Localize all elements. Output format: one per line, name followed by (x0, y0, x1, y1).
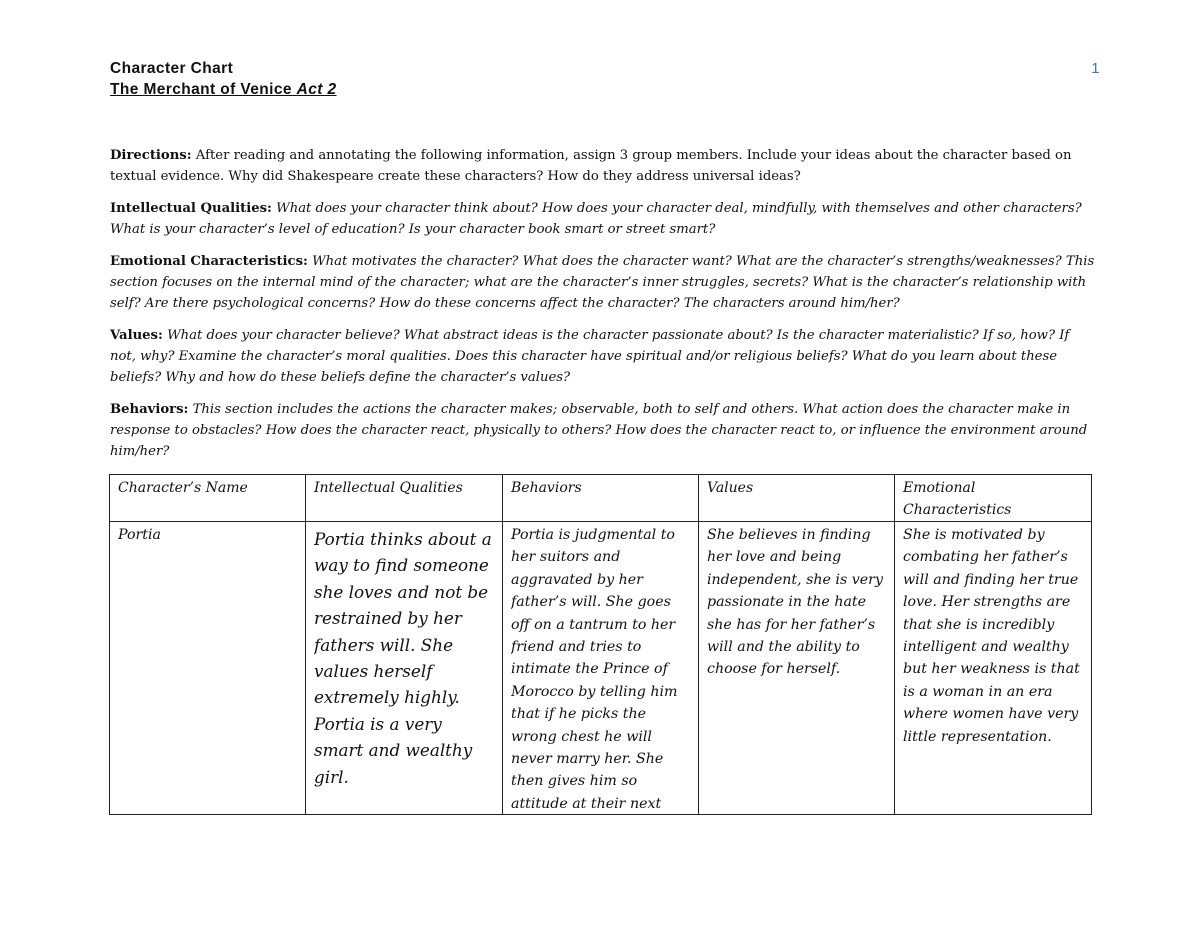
header-values: Values (699, 475, 895, 522)
page-number: 1 (1091, 60, 1100, 77)
table-header-row (110, 475, 1092, 522)
header-intellectual-qualities: Intellectual Qualities (306, 475, 503, 522)
intellectual-qualities-text: Portia thinks about a way to find someone she loves and not be restrained by her fathers will. She values herself extremely highly. Portia is a very smart and wealthy girl. (314, 529, 492, 787)
cell-character-name (110, 522, 306, 815)
emotional-paragraph (110, 251, 1095, 314)
emotional-characteristics-text: She is motivated by combating her father’s will and finding her true love. Her strengths are that she is incredibly intelligent and wealthy but her weakness is that is a woman in an era where women have very little representation. (903, 527, 1080, 745)
directions-text: After reading and annotating the following information, assign 3 group members. Include your ideas about the character based on textual evidence. Why did Shakespeare create these characters? How do they address universal ideas? (110, 148, 1072, 184)
intellectual-text: What does your character think about? How does your character deal, mindfully, with themselves and other characters? What is your character’s level of education? Is your character book smart or street smart? (110, 201, 1082, 237)
act-label: Act 2 (296, 81, 337, 98)
character-table (109, 474, 1092, 815)
table-row (110, 522, 1092, 815)
play-title: The Merchant of Venice (110, 81, 292, 98)
behaviors-label: Behaviors: (110, 402, 189, 417)
emotional-label: Emotional Characteristics: (110, 254, 308, 269)
behaviors-text: This section includes the actions the character makes; observable, both to self and others. What action does the character make in response to obstacles? How does the character react, physically to others? How does the character react to, or influence the environment around him/her? (110, 402, 1088, 459)
document-title: Character Chart (110, 60, 234, 77)
header-behaviors: Behaviors (503, 475, 699, 522)
values-text-cell: She believes in finding her love and being independent, she is very passionate in the hate she has for her father’s will and the ability to choose for herself. (707, 527, 883, 678)
directions-label: Directions: (110, 148, 192, 163)
cell-behaviors (503, 522, 699, 815)
directions-paragraph (110, 145, 1095, 187)
cell-emotional-characteristics (895, 522, 1092, 815)
cell-intellectual-qualities (306, 522, 503, 815)
values-label: Values: (110, 328, 163, 343)
document-subtitle (110, 79, 1100, 100)
values-paragraph (110, 325, 1095, 388)
document-header (110, 58, 1100, 100)
behaviors-text-cell: Portia is judgmental to her suitors and aggravated by her father’s will. She goes off on a tantrum to her friend and tries to intimate the Prince of Morocco by telling him that if he picks the wrong chest he will never marry her. She then gives him so attitude at their next (511, 527, 678, 812)
character-name-text: Portia (118, 527, 161, 543)
cell-values (699, 522, 895, 815)
emotional-text: What motivates the character? What does the character want? What are the character’s strengths/weaknesses? This section focuses on the internal mind of the character; what are the character’s inner struggles, secrets? What is the character’s relationship with self? Are there psychological concerns? How do these concerns affect the character? The characters around him/her? (110, 254, 1095, 311)
intellectual-paragraph (110, 198, 1095, 240)
header-emotional-characteristics: Emotional Characteristics (895, 475, 1092, 522)
values-text: What does your character believe? What abstract ideas is the character passionate about? Is the character materialistic? If so, how? If not, why? Examine the character’s moral qualities. Does this character have spiritual and/or religious beliefs? What do you learn about these beliefs? Why and how do these beliefs define the character’s values? (110, 328, 1070, 385)
behaviors-paragraph (110, 399, 1095, 462)
header-character-name: Character’s Name (110, 475, 306, 522)
instructions-section (110, 145, 1095, 473)
intellectual-label: Intellectual Qualities: (110, 201, 272, 216)
